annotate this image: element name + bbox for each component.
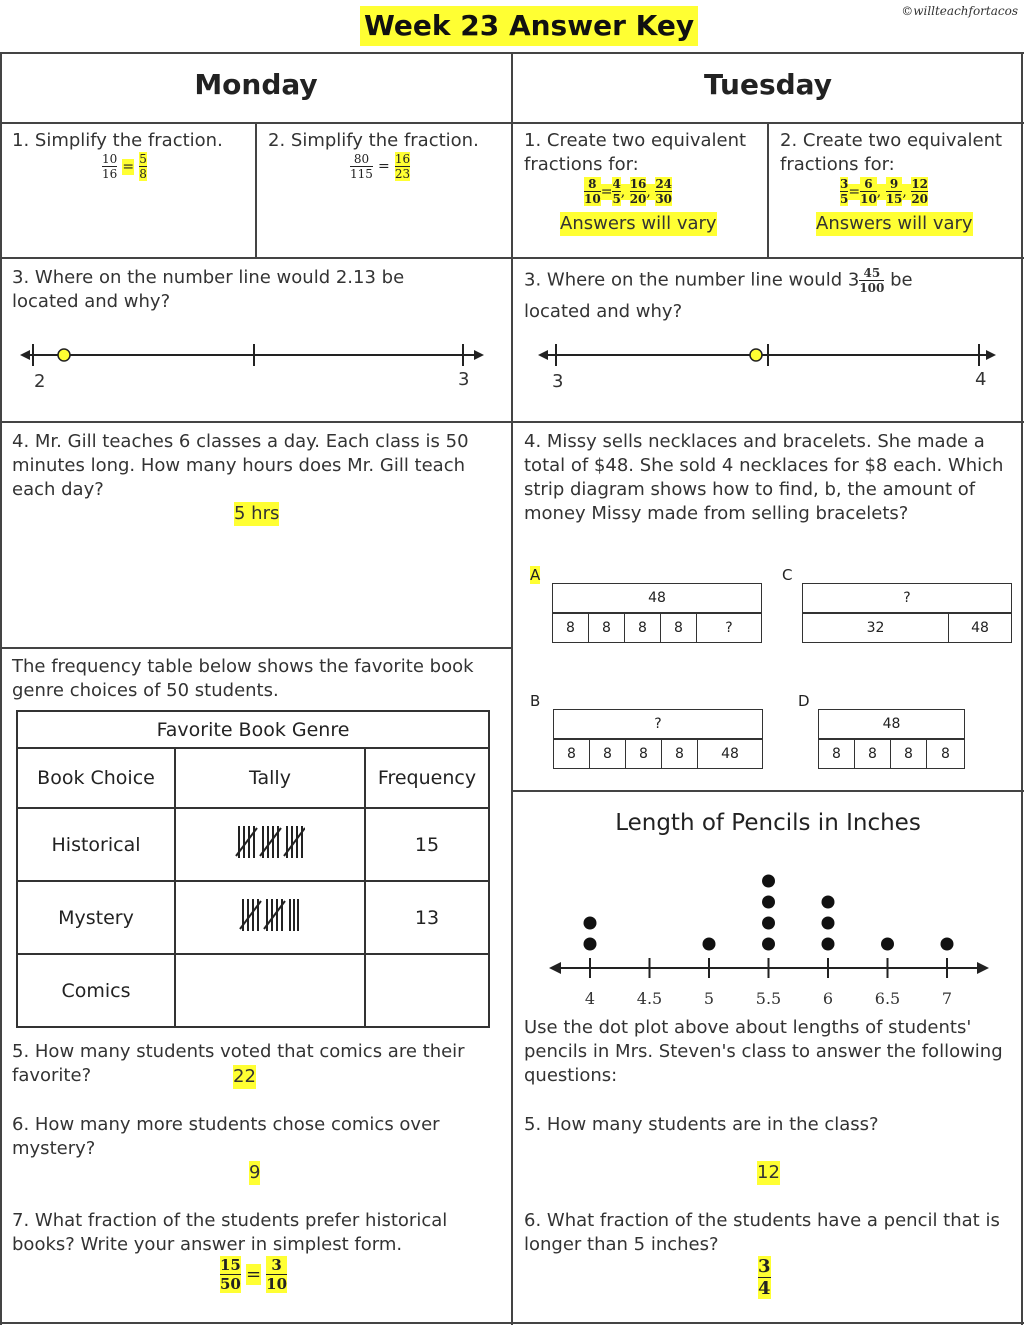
answer-point	[58, 349, 70, 361]
grid-line	[1021, 52, 1023, 1325]
number-line-left-label: 3	[552, 371, 564, 392]
number-line-right-label: 4	[975, 369, 987, 390]
tuesday-q5-text: 5. How many students are in the class?	[524, 1114, 879, 1135]
grid-line	[0, 257, 1024, 259]
grid-line	[512, 790, 1024, 792]
tuesday-q1-fractions: $\frac{8}{10}$ = $\frac{4}{5}$ , $\frac{16}{20}$ , $\frac{24}{30}$	[584, 177, 673, 206]
table-header: Tally	[175, 748, 365, 808]
grid-line	[0, 122, 1024, 124]
monday-q7-answer: $\frac{15}{50}$ = $\frac{3}{10}$	[220, 1256, 288, 1293]
tuesday-q5-answer: 12	[757, 1162, 780, 1183]
axis-arrow-right	[977, 962, 989, 974]
dotplot-dot	[584, 938, 597, 951]
monday-q5-text: 5. How many students voted that comics are their favorite?	[12, 1041, 465, 1086]
dotplot-dot	[584, 917, 597, 930]
dotplot-dot	[822, 917, 835, 930]
strip-c-bottom: 32 48	[802, 613, 1012, 643]
dotplot-tick-label: 7	[941, 989, 953, 1008]
credit-text: ©willteachfortacos	[901, 4, 1018, 18]
dotplot-dot	[822, 938, 835, 951]
fraction: $\frac{10}{16}$	[102, 152, 118, 181]
dotplot-title: Length of Pencils in Inches	[615, 810, 921, 836]
tuesday-q6-text: 6. What fraction of the students have a pencil that is longer than 5 inches?	[524, 1210, 1000, 1255]
frequency-table	[16, 710, 490, 1028]
answer-point	[750, 349, 762, 361]
dotplot-dot	[762, 875, 775, 888]
page-title: Week 23 Answer Key	[360, 6, 698, 46]
monday-q1-answer: $\frac{10}{16}$ = $\frac{5}{8}$	[102, 152, 147, 181]
tuesday-q4-text: 4. Missy sells necklaces and bracelets. She made a total of $48. She sold 4 necklaces for $8 each. Which strip diagram shows how to find, b, the amount of money Missy made from selling bracelets?	[524, 431, 1004, 524]
strip-d-top: 48	[818, 709, 965, 739]
tuesday-header: Tuesday	[704, 68, 832, 101]
strip-b-top: ?	[553, 709, 763, 739]
strip-a-bottom: 8 8 8 8 ?	[552, 613, 762, 643]
grid-line	[0, 1322, 1024, 1324]
grid-line	[767, 122, 769, 258]
strip-d-bottom: 8 8 8 8	[818, 739, 965, 769]
dotplot-tick-label: 6	[822, 989, 834, 1008]
tuesday-q1-text: 1. Create two equivalent fractions for:	[524, 130, 747, 175]
tuesday-q1-answer: Answers will vary	[560, 213, 717, 234]
answer-fraction: $\frac{5}{8}$	[139, 152, 147, 181]
table-row: Mystery 13	[17, 881, 489, 954]
dotplot-dot	[822, 896, 835, 909]
monday-number-line	[20, 340, 490, 370]
fraction: $\frac{80}{115}$	[350, 152, 373, 181]
monday-q4-answer: 5 hrs	[234, 503, 280, 524]
strip-b-bottom: 8 8 8 8 48	[553, 739, 763, 769]
dotplot-dot	[703, 938, 716, 951]
dotplot-tick-label: 4.5	[636, 989, 663, 1008]
dotplot-intro: Use the dot plot above about lengths of students' pencils in Mrs. Steven's class to answer the following questions:	[524, 1017, 1003, 1086]
table-row: Historical 15	[17, 808, 489, 881]
grid-line	[0, 52, 2, 1325]
dotplot-dot	[881, 938, 894, 951]
table-header: Book Choice	[17, 748, 175, 808]
dotplot-dot	[762, 896, 775, 909]
table-header: Frequency	[365, 748, 489, 808]
dotplot-dot	[941, 938, 954, 951]
tally-marks	[175, 808, 365, 881]
grid-line	[511, 52, 513, 1325]
grid-line	[0, 647, 512, 649]
fraction: $\frac{45}{100}$	[859, 266, 885, 295]
grid-line	[255, 122, 257, 258]
dotplot-tick-label: 5	[703, 989, 715, 1008]
grid-line	[0, 421, 1024, 423]
table-title: Favorite Book Genre	[17, 711, 489, 748]
monday-q3-text: 3. Where on the number line would 2.13 be located and why?	[12, 267, 405, 312]
dotplot-tick-label: 5.5	[755, 989, 782, 1008]
tuesday-q3-text: 3. Where on the number line would 3 $\frac{45}{100}$ be	[524, 266, 913, 295]
monday-q2-answer: $\frac{80}{115}$ = $\frac{16}{23}$	[350, 152, 411, 181]
monday-q1-text: 1. Simplify the fraction.	[12, 130, 223, 151]
strip-label-a: A	[530, 566, 541, 584]
axis-arrow-left	[549, 962, 561, 974]
monday-q6-answer: 9	[249, 1162, 261, 1183]
strip-c-top: ?	[802, 583, 1012, 613]
dotplot-dot	[762, 938, 775, 951]
tuesday-q3-text-2: located and why?	[524, 301, 683, 322]
strip-label-d: D	[798, 692, 810, 710]
table-row: Comics	[17, 954, 489, 1027]
tuesday-q2-text: 2. Create two equivalent fractions for:	[780, 130, 1003, 175]
dotplot-chart	[545, 850, 995, 1015]
tally-marks	[175, 881, 365, 954]
tuesday-q2-answer: Answers will vary	[816, 213, 973, 234]
dotplot-tick-label: 6.5	[874, 989, 901, 1008]
monday-q7-text: 7. What fraction of the students prefer historical books? Write your answer in simplest form.	[12, 1210, 448, 1255]
monday-header: Monday	[194, 68, 318, 101]
dotplot-dot	[762, 917, 775, 930]
monday-q2-text: 2. Simplify the fraction.	[268, 130, 479, 151]
tuesday-number-line	[538, 340, 1000, 370]
tuesday-q2-fractions: $\frac{3}{5}$ = $\frac{6}{10}$ , $\frac{9}{15}$ , $\frac{12}{20}$	[840, 177, 929, 206]
monday-q4-text: 4. Mr. Gill teaches 6 classes a day. Each class is 50 minutes long. How many hours does Mr. Gill teach each day?	[12, 431, 469, 500]
dotplot-tick-label: 4	[584, 989, 596, 1008]
answer-fraction: $\frac{16}{23}$	[394, 152, 411, 181]
monday-q6-text: 6. How many more students chose comics over mystery?	[12, 1114, 440, 1159]
strip-label-c: C	[782, 566, 793, 584]
table-intro: The frequency table below shows the favorite book genre choices of 50 students.	[12, 656, 474, 701]
tuesday-q6-answer: $\frac{3}{4}$	[758, 1256, 771, 1299]
strip-label-b: B	[530, 692, 541, 710]
number-line-left-label: 2	[34, 371, 46, 392]
strip-a-top: 48	[552, 583, 762, 613]
monday-q5-answer: 22	[233, 1066, 256, 1087]
number-line-right-label: 3	[458, 369, 470, 390]
